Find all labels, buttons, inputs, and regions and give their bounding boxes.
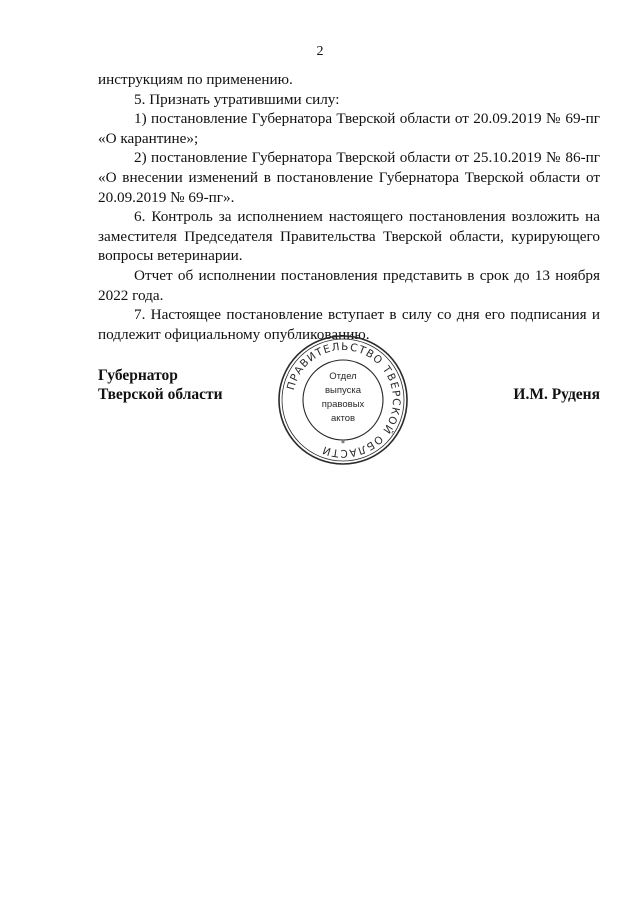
paragraph-report: Отчет об исполнении постановления представить в срок до 13 ноября 2022 года. [98, 266, 600, 304]
signatory-name: И.М. Руденя [513, 386, 600, 403]
paragraph-item-6: 6. Контроль за исполнением настоящего постановления возложить на заместителя Председателя Правительства Тверской области, курирующего вопросы ветеринарии. [98, 208, 600, 265]
paragraph-subitem-2: 2) постановление Губернатора Тверской области от 25.10.2019 № 86-пг «О внесении изменений в постановление Губернатора Тверской области от 20.09.2019 № 69-пг». [98, 149, 600, 206]
seal-center-line-2: выпуска [324, 385, 362, 396]
signatory-title [98, 366, 223, 404]
seal-center-line-3: правовых [321, 399, 365, 410]
document-body [98, 70, 600, 344]
official-seal [276, 333, 410, 467]
paragraph-item-5: 5. Признать утратившими силу: [134, 90, 340, 108]
seal-center-line-1: Отдел [329, 371, 357, 382]
page-number: 2 [316, 44, 324, 59]
seal-star: * [341, 439, 345, 448]
paragraph-item-7: 7. Настоящее постановление вступает в силу со дня его подписания и подлежит официальному опубликованию. [98, 306, 600, 343]
paragraph-continuation: инструкциям по применению. [98, 71, 293, 88]
seal-center-line-4: актов [330, 413, 356, 424]
signatory-title-line2: Тверской области [98, 386, 223, 403]
seal-graphic [276, 333, 410, 467]
seal-ring-text: ПРАВИТЕЛЬСТВО ТВЕРСКОЙ ОБЛАСТИ [285, 340, 403, 460]
paragraph-subitem-1: 1) постановление Губернатора Тверской области от 20.09.2019 № 69-пг «О карантине»; [98, 110, 600, 147]
signatory-title-line1: Губернатор [98, 367, 178, 384]
